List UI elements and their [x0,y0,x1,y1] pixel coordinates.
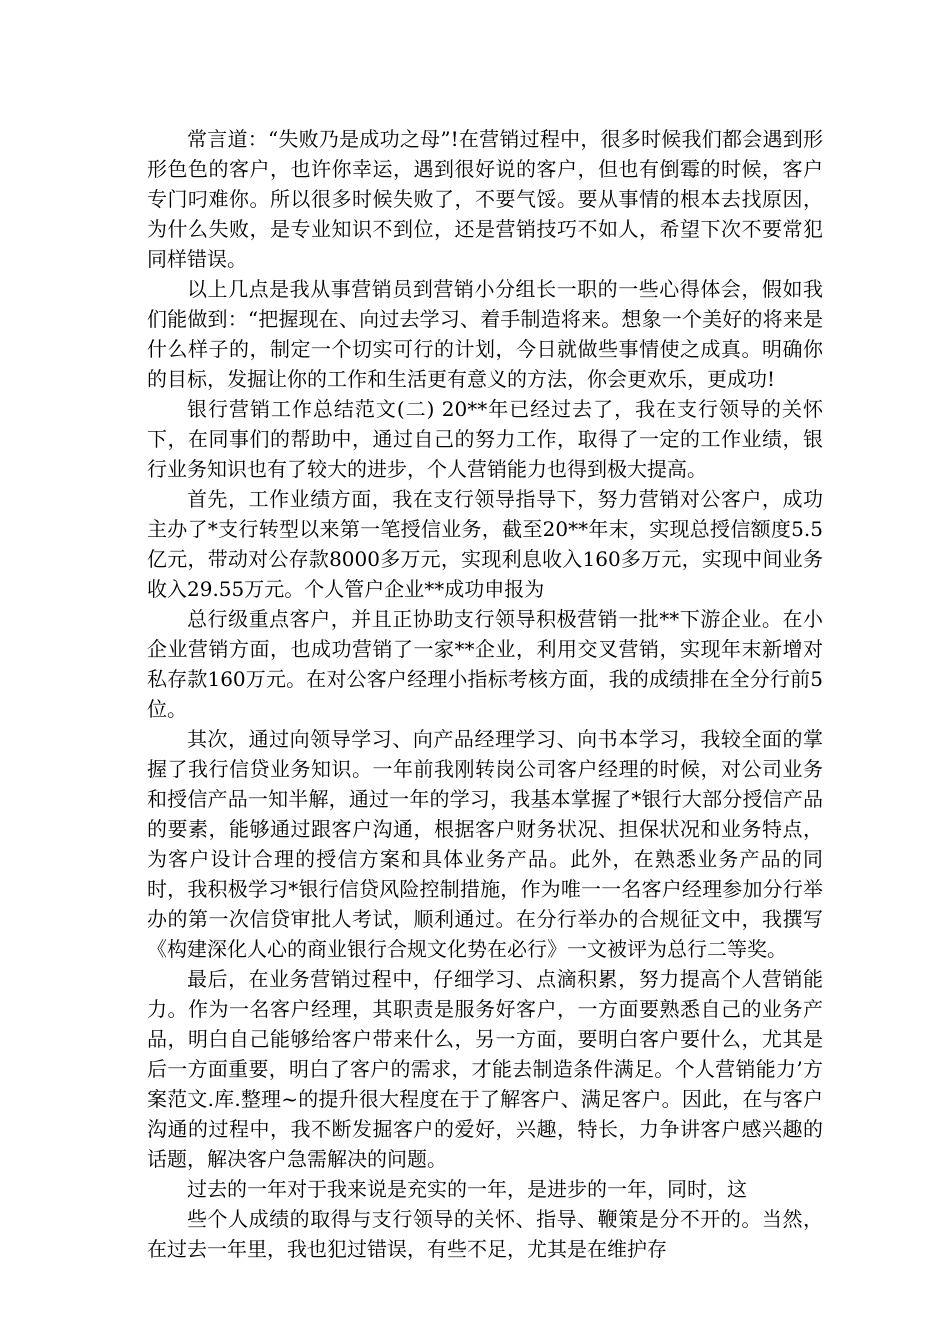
paragraph-performance: 首先，工作业绩方面，我在支行领导指导下，努力营销对公客户，成功主办了*支行转型以来第一笔授信业务，截至20**年末，实现总授信额度5.5亿元，带动对公存款8000多万元，实现利息收入160多万元，实现中间业务收入29.55万元。个人管户企业**成功申报为 [147,487,823,601]
paragraph-past-year: 过去的一年对于我来说是充实的一年，是进步的一年，同时，这 [187,1177,747,1201]
paragraph-learning: 其次，通过向领导学习、向产品经理学习、向书本学习，我较全面的掌握了我行信贷业务知识。一年前我刚转岗公司客户经理的时候，对公司业务和授信产品一知半解，通过一年的学习，我基本掌握了*银行大部分授信产品的要素，能够通过跟客户沟通，根据客户财务状况、担保状况和业务特点，为客户设计合理的授信方案和具体业务产品。此外，在熟悉业务产品的同时，我积极学习*银行信贷风险控制措施，作为唯一一名客户经理参加分行举办的第一次信贷审批人考试，顺利通过。在分行举办的合规征文中，我撰写《构建深化人心的商业银行合规文化势在必行》一文被评为总行二等奖。 [147,727,823,961]
paragraph-experience: 以上几点是我从事营销员到营销小分组长一职的一些心得体会，假如我们能做到：“把握现在、向过去学习、着手制造将来。想象一个美好的将来是什么样子的，制定一个切实可行的计划，今日就做些事情使之成真。明确你的目标，发掘让你的工作和生活更有意义的方法，你会更欢乐，更成功! [147,277,823,391]
paragraph-proverb: 常言道：“失败乃是成功之母”!在营销过程中，很多时候我们都会遇到形形色色的客户，也许你幸运，遇到很好说的客户，但也有倒霉的时候，客户专门叼难你。所以很多时候失败了，不要气馁。要从事情的根本去找原因，为什么失败，是专业知识不到位，还是营销技巧不如人，希望下次不要常犯同样错误。 [147,127,823,271]
document-body [147,124,823,1264]
paragraph-key-clients: 总行级重点客户，并且正协助支行领导积极营销一批**下游企业。在小企业营销方面，也成功营销了一家**企业，利用交叉营销，实现年末新增对私存款160万元。在对公客户经理小指标考核方面，我的成绩排在全分行前5位。 [147,607,823,721]
paragraph-marketing-ability: 最后，在业务营销过程中，仔细学习、点滴积累，努力提高个人营销能力。作为一名客户经理，其职责是服务好客户，一方面要熟悉自己的业务产品，明白自己能够给客户带来什么，另一方面，要明白客户要什么，尤其是后一方面重要，明白了客户的需求，才能去制造条件满足。个人营销能力’方案范文.库.整理~的提升很大程度在于了解客户、满足客户。因此，在与客户沟通的过程中，我不断发掘客户的爱好，兴趣，特长，力争讲客户感兴趣的话题，解决客户急需解决的问题。 [147,967,823,1171]
paragraph-summary-title: 银行营销工作总结范文(二) 20**年已经过去了，我在支行领导的关怀下，在同事们的帮助中，通过自己的努力工作，取得了一定的工作业绩，银行业务知识也有了较大的进步，个人营销能力也得到极大提高。 [147,397,823,481]
paragraph-achievements: 些个人成绩的取得与支行领导的关怀、指导、鞭策是分不开的。当然，在过去一年里，我也犯过错误，有些不足，尤其是在维护存 [147,1207,823,1261]
